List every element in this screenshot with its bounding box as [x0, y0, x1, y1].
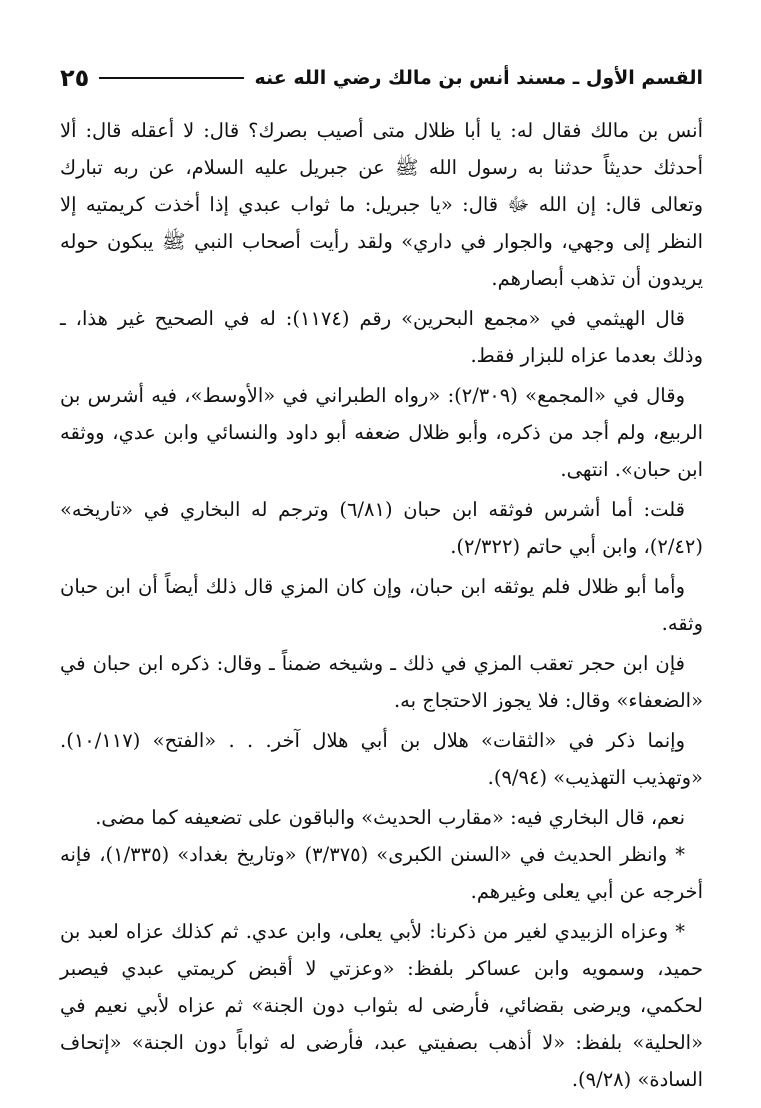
- page-header: [60, 60, 703, 96]
- paragraph-separator: [60, 375, 703, 376]
- paragraph-haythami: قال الهيثمي في «مجمع البحرين» رقم (١١٧٤): له في الصحيح غير هذا، ـ وذلك بعدما عزاه للبزار فقط.: [60, 307, 703, 367]
- paragraph-separator: [60, 643, 703, 644]
- header-rule: [99, 77, 244, 79]
- paragraph-separator: [60, 566, 703, 567]
- paragraph-sunan-kubra: * وانظر الحديث في «السنن الكبرى» (٣/٣٧٥) «وتاريخ بغداد» (١/٣٣٥)، فإنه أخرجه عن أبي يعلى وغيرهم.: [60, 843, 703, 903]
- paragraph-separator: [60, 489, 703, 490]
- page-body: [60, 112, 703, 1098]
- paragraph-ashras: قلت: أما أشرس فوثقه ابن حبان (٦/٨١) وترجم له البخاري في «تاريخه» (٢/٤٢)، وابن أبي حاتم (٢/٣٢٢).: [60, 498, 703, 558]
- paragraph-separator: [60, 720, 703, 721]
- paragraph-separator: [60, 298, 703, 299]
- page-number: ٢٥: [60, 64, 90, 92]
- running-title: القسم الأول ـ مسند أنس بن مالك رضي الله عنه: [254, 67, 703, 89]
- paragraph-hadith-text: أنس بن مالك فقال له: يا أبا ظلال متى أصيب بصرك؟ قال: لا أعقله قال: ألا أحدثك حديثاً حدثنا به رسول الله ﷺ عن جبريل عليه السلام، عن ربه تبارك وتعالى قال: إن الله ﷻ قال: «يا جبريل: ما ثواب عبدي إذا أخذت كريمتيه إلا النظر إلى وجهي، والجوار في داري» ولقد رأيت أصحاب النبي ﷺ يبكون حوله يريدون أن تذهب أبصارهم.: [60, 119, 703, 290]
- paragraph-ibn-hajar: فإن ابن حجر تعقب المزي في ذلك ـ وشيخه ضمناً ـ وقال: ذكره ابن حبان في «الضعفاء» وقال: فلا يجوز الاحتجاج به.: [60, 652, 703, 712]
- paragraph-thiqat: وإنما ذكر في «الثقات» هلال بن أبي هلال آخر. . . «الفتح» (١٠/١١٧). «وتهذيب التهذيب» (٩/٩٤).: [60, 729, 703, 789]
- paragraph-bukhari: نعم، قال البخاري فيه: «مقارب الحديث» والباقون على تضعيفه كما مضى.: [95, 806, 685, 829]
- paragraph-separator: [60, 797, 703, 798]
- paragraph-abu-zilal: وأما أبو ظلال فلم يوثقه ابن حبان، وإن كان المزي قال ذلك أيضاً أن ابن حبان وثقه.: [60, 575, 703, 635]
- paragraph-separator: [60, 911, 703, 912]
- paragraph-zabidi: * وعزاه الزبيدي لغير من ذكرنا: لأبي يعلى، وابن عدي. ثم كذلك عزاه لعبد بن حميد، وسمويه وابن عساكر بلفظ: «وعزتي لا أقبض كريمتي عبدي فيصبر لحكمي، ويرضى بقضائي، فأرضى له بثواب دون الجنة» ثم عزاه لأبي نعيم في «الحلية» بلفظ: «لا أذهب بصفيتي عبد، فأرضى له ثواباً دون الجنة» «إتحاف السادة» (٩/٢٨).: [60, 920, 703, 1091]
- paragraph-majma: وقال في «المجمع» (٢/٣٠٩): «رواه الطبراني في «الأوسط»، فيه أشرس بن الربيع، ولم أجد من ذكره، وأبو ظلال ضعفه أبو داود والنسائي وابن عدي، ووثقه ابن حبان». انتهى.: [60, 384, 703, 481]
